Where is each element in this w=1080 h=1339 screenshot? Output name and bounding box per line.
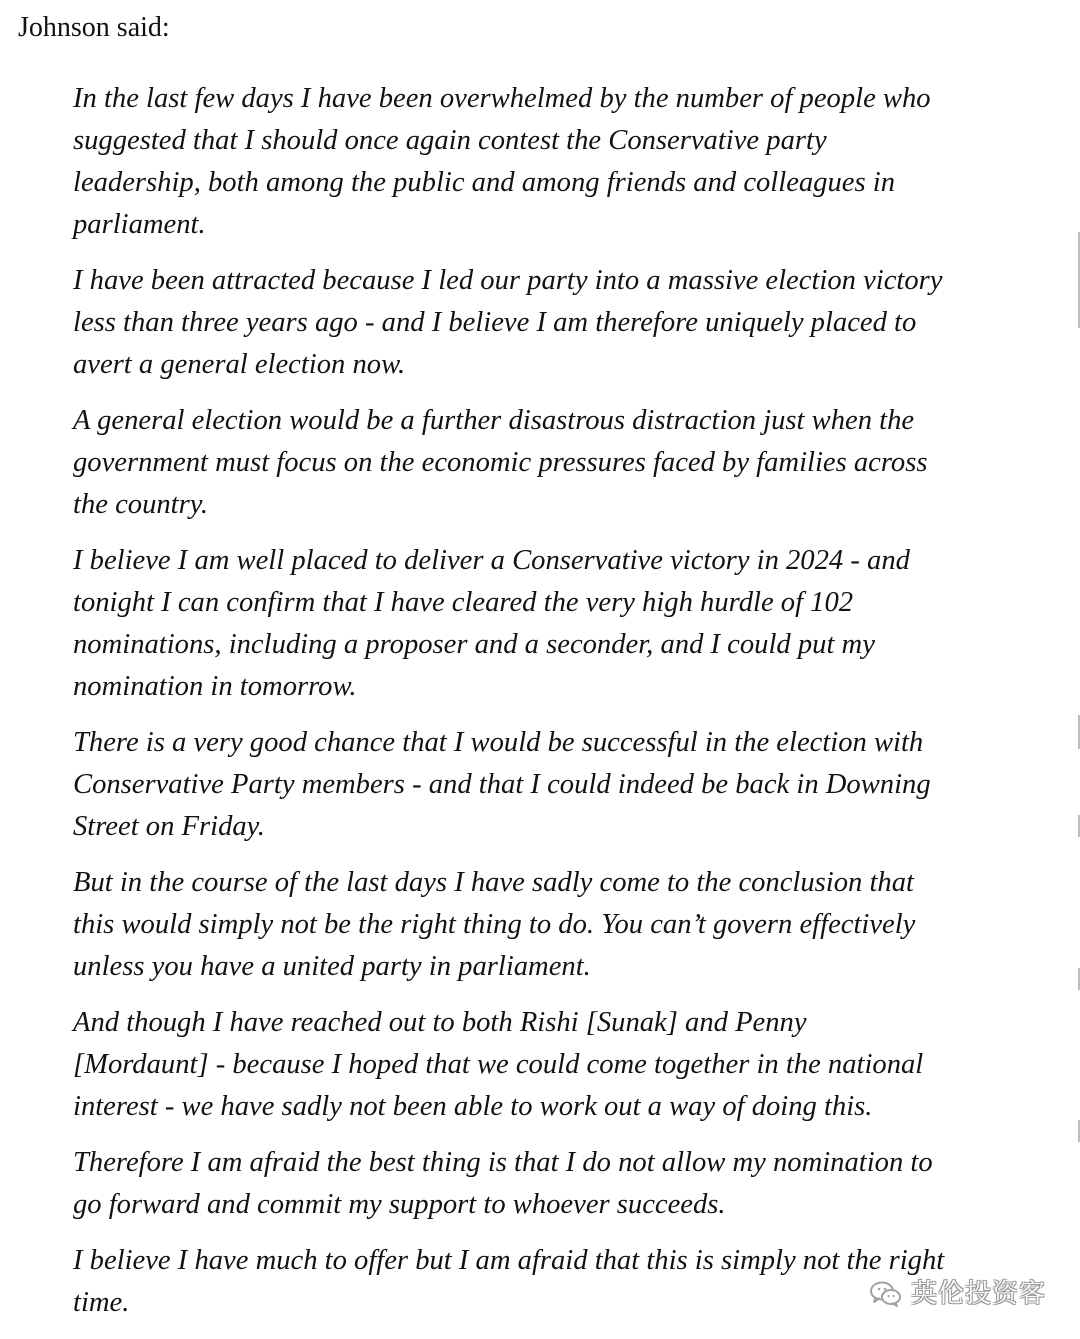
quote-line: A general election would be a further disastrous distraction just when the	[73, 405, 915, 436]
quote-line: I believe I am well placed to deliver a Conservative victory in 2024 - and	[73, 545, 910, 576]
intro-text: Johnson said:	[18, 12, 170, 43]
quote-line: unless you have a united party in parliament.	[73, 951, 591, 982]
quote-line: tonight I can confirm that I have cleared the very high hurdle of 102	[73, 587, 854, 618]
quote-line: There is a very good chance that I would be successful in the election with	[73, 727, 924, 758]
quote-line: But in the course of the last days I have sadly come to the conclusion that	[73, 867, 914, 898]
quote-line: nomination in tomorrow.	[73, 671, 357, 702]
quote-line: parliament.	[73, 209, 206, 240]
quote-line: government must focus on the economic pressures faced by families across	[73, 447, 928, 478]
quote-paragraph	[73, 400, 1073, 526]
quote-line: avert a general election now.	[73, 349, 406, 380]
quote-line: I believe I have much to offer but I am afraid that this is simply not the right	[73, 1245, 945, 1276]
quote-line: I have been attracted because I led our party into a massive election victory	[73, 265, 943, 296]
quote-paragraph	[73, 722, 1073, 848]
wechat-watermark	[869, 1279, 1046, 1309]
quote-paragraph	[73, 78, 1073, 246]
quote-line: suggested that I should once again contest the Conservative party	[73, 125, 827, 156]
quote-paragraph	[73, 540, 1073, 708]
quote-line: leadership, both among the public and among friends and colleagues in	[73, 167, 895, 198]
quote-paragraph	[73, 1002, 1073, 1128]
quote-line: And though I have reached out to both Rishi [Sunak] and Penny	[73, 1007, 807, 1038]
quote-line: less than three years ago - and I believe I am therefore uniquely placed to	[73, 307, 917, 338]
quote-line: [Mordaunt] - because I hoped that we could come together in the national	[73, 1049, 924, 1080]
block-quote	[73, 78, 1073, 1338]
quote-line: go forward and commit my support to whoever succeeds.	[73, 1189, 726, 1220]
quote-line: nominations, including a proposer and a seconder, and I could put my	[73, 629, 875, 660]
quote-line: Therefore I am afraid the best thing is that I do not allow my nomination to	[73, 1147, 933, 1178]
watermark-text: 英伦投资客	[910, 1279, 1046, 1309]
quote-line: this would simply not be the right thing to do. You can’t govern effectively	[73, 909, 916, 940]
quote-line: time.	[73, 1287, 130, 1318]
quote-paragraph	[73, 1142, 1073, 1226]
quote-line: In the last few days I have been overwhelmed by the number of people who	[73, 83, 931, 114]
quote-paragraph	[73, 260, 1073, 386]
quote-line: Conservative Party members - and that I could indeed be back in Downing	[73, 769, 931, 800]
wechat-icon	[869, 1279, 903, 1309]
quote-paragraph	[73, 862, 1073, 988]
quote-line: interest - we have sadly not been able to work out a way of doing this.	[73, 1091, 873, 1122]
quote-line: Street on Friday.	[73, 811, 265, 842]
quote-line: the country.	[73, 489, 208, 520]
